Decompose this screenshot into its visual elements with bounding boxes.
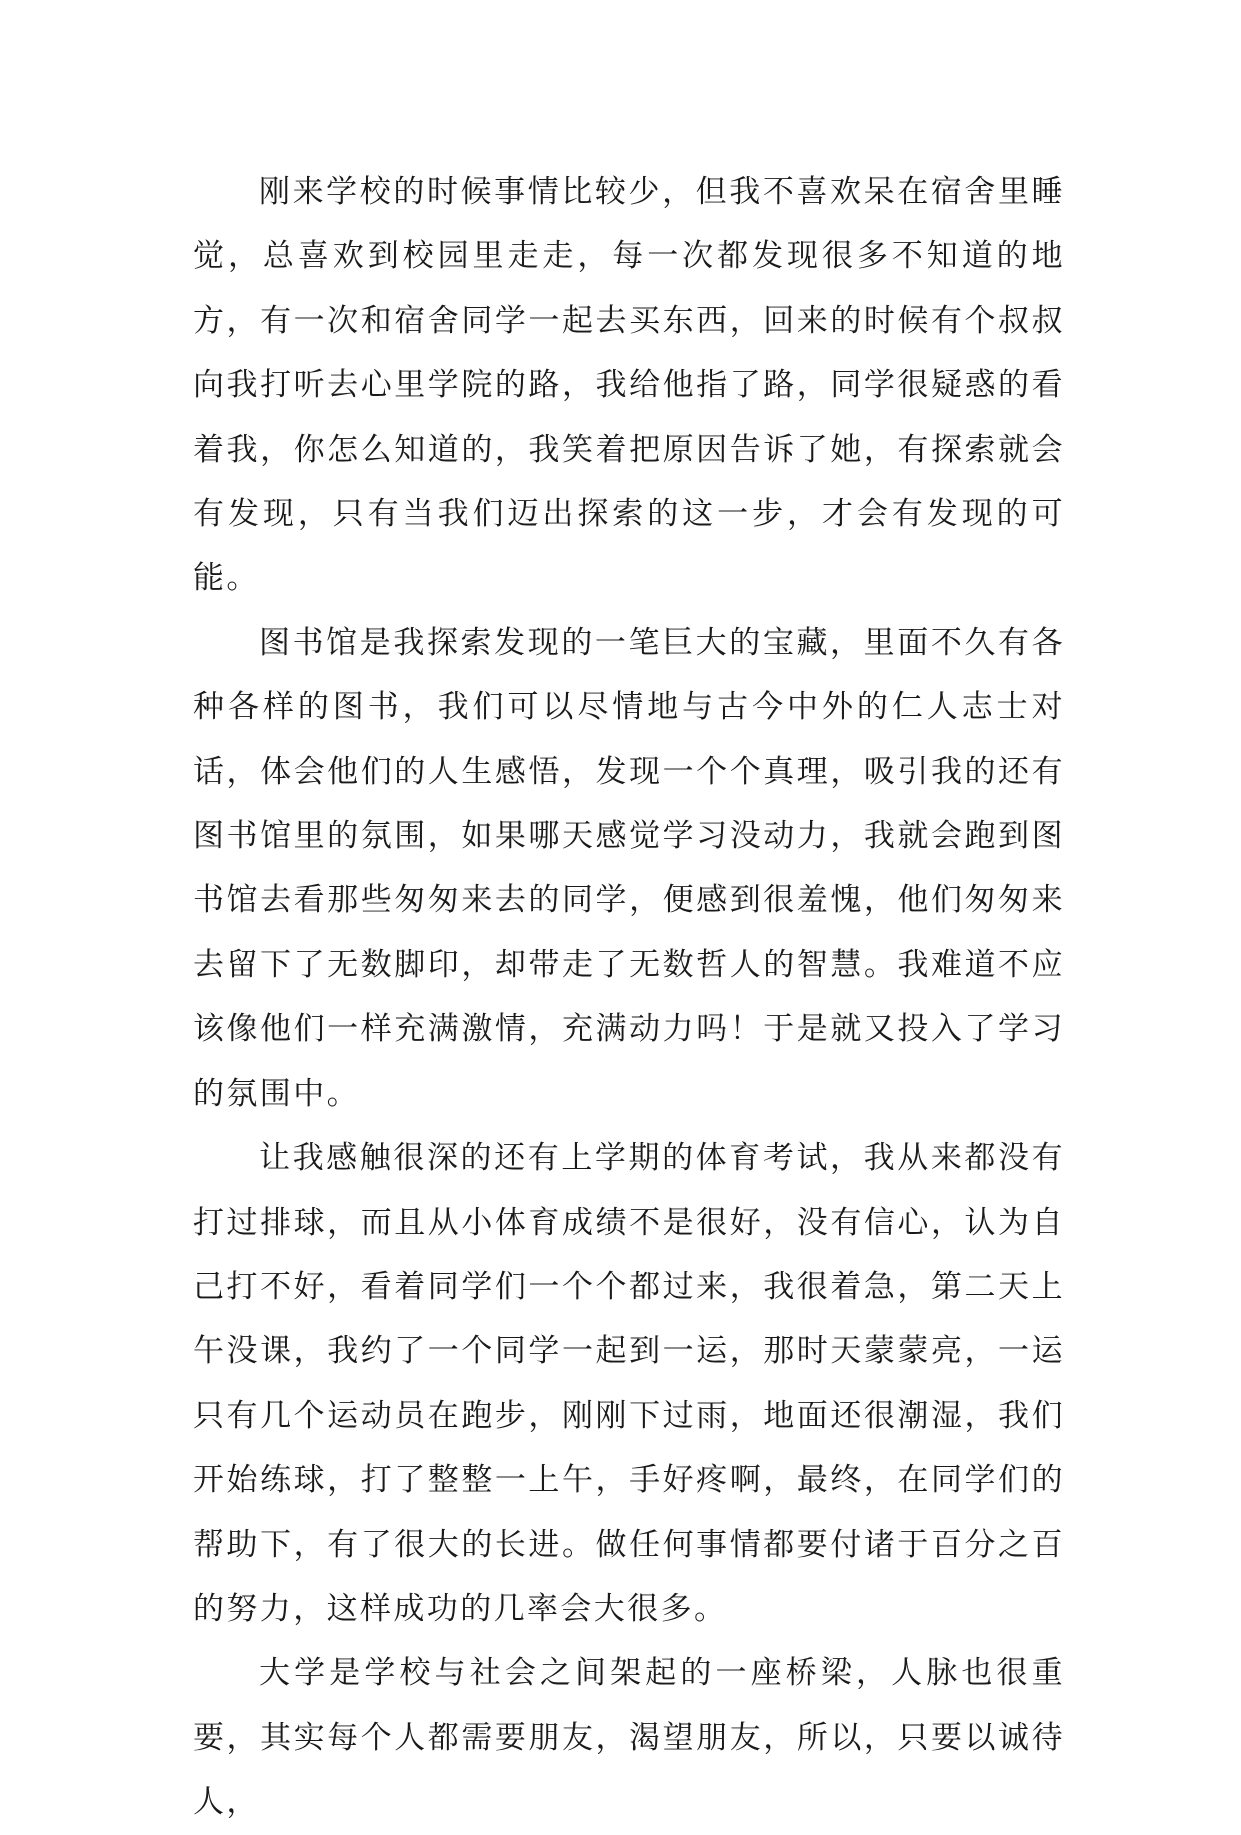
document-body	[193, 160, 1065, 1835]
paragraph-3: 让我感触很深的还有上学期的体育考试，我从来都没有打过排球，而且从小体育成绩不是很好，没有信心，认为自己打不好，看着同学们一个个都过来，我很着急，第二天上午没课，我约了一个同学一起到一运，那时天蒙蒙亮，一运只有几个运动员在跑步，刚刚下过雨，地面还很潮湿，我们开始练球，打了整整一上午，手好疼啊，最终，在同学们的帮助下，有了很大的长进。做任何事情都要付诸于百分之百的努力，这样成功的几率会大很多。	[193, 1140, 1065, 1627]
paragraph-2: 图书馆是我探索发现的一笔巨大的宝藏，里面不久有各种各样的图书，我们可以尽情地与古今中外的仁人志士对话，体会他们的人生感悟，发现一个个真理，吸引我的还有图书馆里的氛围，如果哪天感觉学习没动力，我就会跑到图书馆去看那些匆匆来去的同学，便感到很羞愧，他们匆匆来去留下了无数脚印，却带走了无数哲人的智慧。我难道不应该像他们一样充满激情，充满动力吗！于是就又投入了学习的氛围中。	[193, 624, 1065, 1112]
paragraph-4: 大学是学校与社会之间架起的一座桥梁，人脉也很重要，其实每个人都需要朋友，渴望朋友，所以，只要以诚待人，	[193, 1655, 1065, 1821]
paragraph-1: 刚来学校的时候事情比较少，但我不喜欢呆在宿舍里睡觉，总喜欢到校园里走走，每一次都发现很多不知道的地方，有一次和宿舍同学一起去买东西，回来的时候有个叔叔向我打听去心里学院的路，我给他指了路，同学很疑惑的看着我，你怎么知道的，我笑着把原因告诉了她，有探索就会有发现，只有当我们迈出探索的这一步，才会有发现的可能。	[193, 174, 1065, 597]
